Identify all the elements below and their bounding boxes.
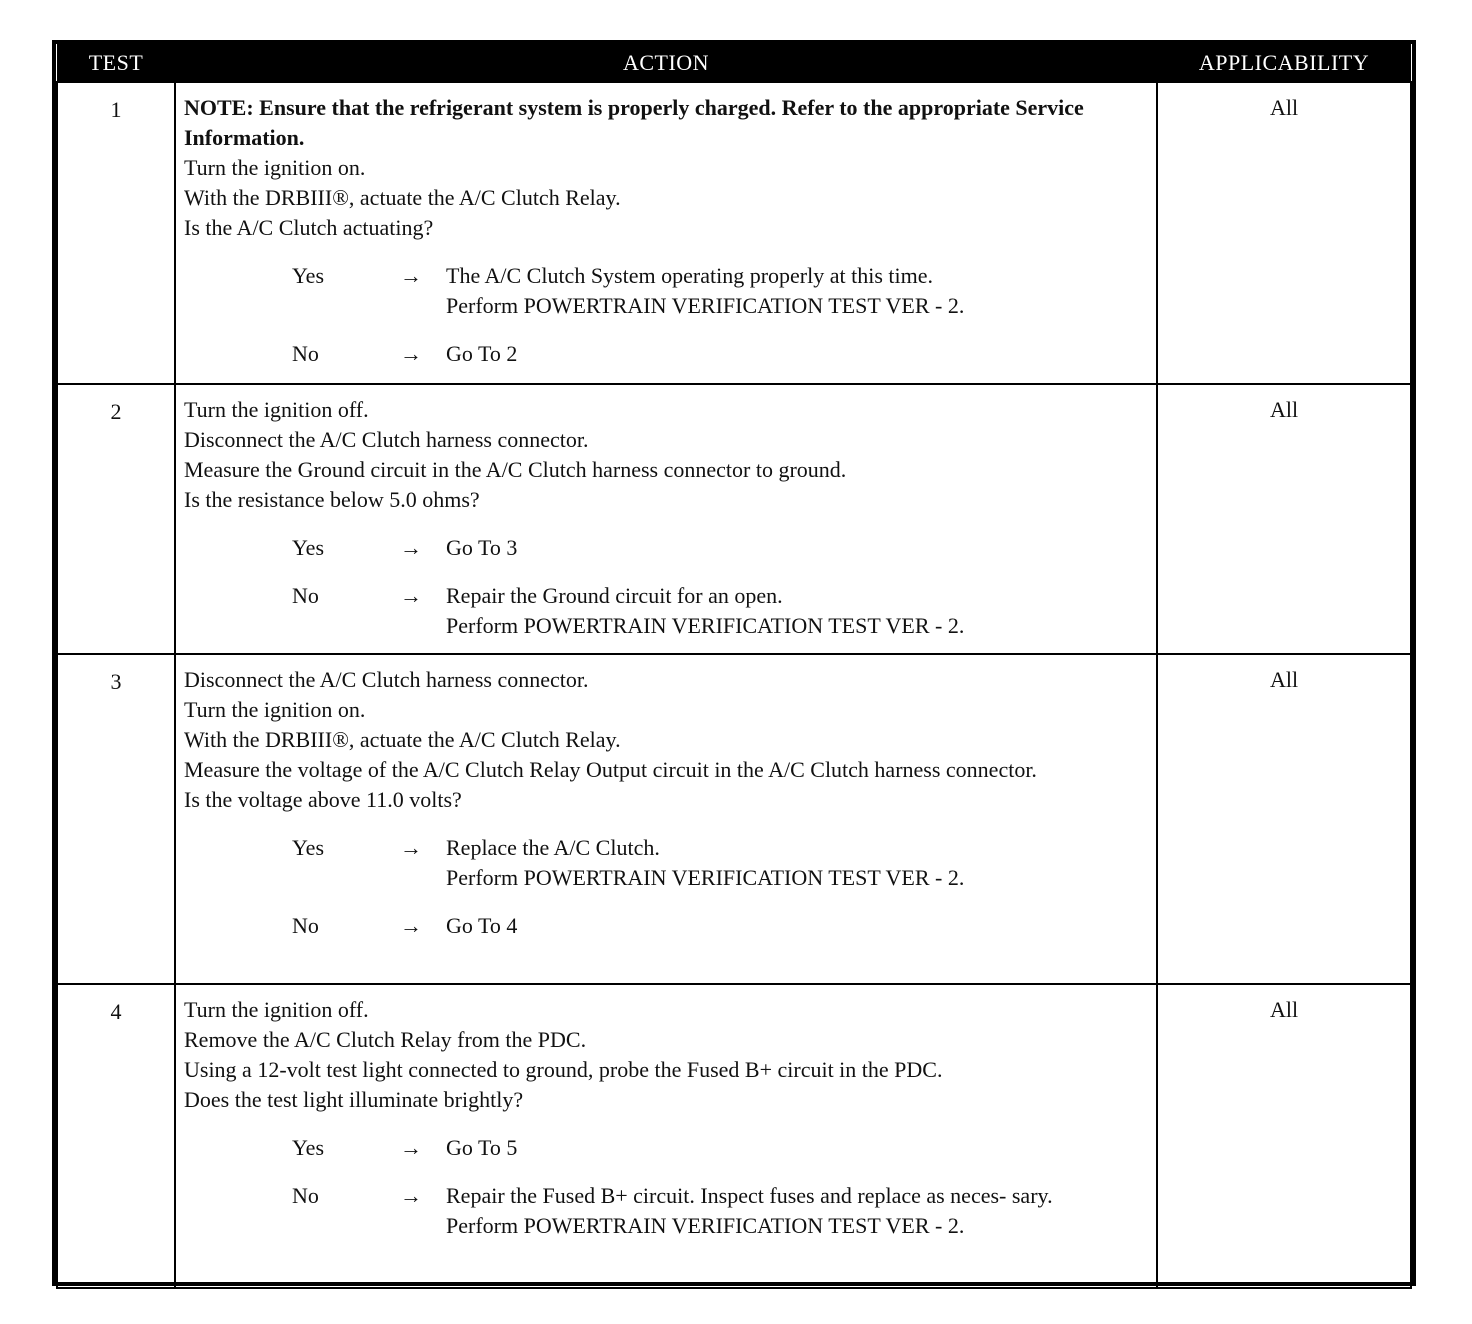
result-text: Repair the Fused B+ circuit. Inspect fuses and replace as neces- sary. (446, 1183, 1053, 1208)
header-row (57, 44, 1411, 82)
step-text: Remove the A/C Clutch Relay from the PDC. (184, 1027, 587, 1052)
step-text: Disconnect the A/C Clutch harness connector. (184, 667, 589, 692)
no-result (446, 1181, 1150, 1241)
no-label: No (292, 341, 319, 366)
action-cell (175, 82, 1157, 384)
yes-label: Yes (292, 263, 325, 288)
yes-result (446, 533, 1150, 563)
right-arrow-icon: → (400, 341, 422, 366)
yes-label: Yes (292, 1135, 325, 1160)
table-row (57, 984, 1411, 1288)
applicability-value: All (1157, 984, 1411, 1288)
right-arrow-icon: → (400, 263, 422, 288)
no-label: No (292, 1183, 319, 1208)
action-cell (175, 984, 1157, 1288)
step-text: With the DRBIII®, actuate the A/C Clutch Relay. (184, 185, 621, 210)
step-text: Measure the Ground circuit in the A/C Clutch harness connector to ground. (184, 457, 847, 482)
yes-outcome (184, 833, 1150, 893)
no-result (446, 911, 1150, 941)
result-text: Perform POWERTRAIN VERIFICATION TEST VER - 2. (446, 1213, 965, 1238)
no-result (446, 581, 1150, 641)
step-text: Disconnect the A/C Clutch harness connector. (184, 427, 589, 452)
test-number: 4 (57, 984, 175, 1288)
right-arrow-icon: → (400, 913, 422, 938)
step-text: Turn the ignition on. (184, 155, 366, 180)
yes-outcome (184, 533, 1150, 563)
yes-label: Yes (292, 535, 325, 560)
result-text: Perform POWERTRAIN VERIFICATION TEST VER - 2. (446, 293, 965, 318)
no-outcome (184, 911, 1150, 941)
step-text: Does the test light illuminate brightly? (184, 1087, 524, 1112)
yes-outcome (184, 261, 1150, 321)
yes-result (446, 261, 1150, 321)
no-label: No (292, 913, 319, 938)
result-text: The A/C Clutch System operating properly at this time. (446, 263, 933, 288)
table-row (57, 82, 1411, 384)
step-text: Turn the ignition off. (184, 997, 369, 1022)
table-row (57, 654, 1411, 984)
header-action: ACTION (175, 44, 1157, 82)
yes-result (446, 833, 1150, 893)
header-test: TEST (57, 44, 175, 82)
applicability-value: All (1157, 82, 1411, 384)
step-text: Is the resistance below 5.0 ohms? (184, 487, 480, 512)
result-text: Replace the A/C Clutch. (446, 835, 660, 860)
yes-result (446, 1133, 1150, 1163)
no-outcome (184, 339, 1150, 369)
applicability-value: All (1157, 654, 1411, 984)
result-text: Repair the Ground circuit for an open. (446, 583, 783, 608)
test-table (56, 44, 1412, 1289)
result-text: Go To 3 (446, 535, 518, 560)
result-text: Perform POWERTRAIN VERIFICATION TEST VER - 2. (446, 865, 965, 890)
right-arrow-icon: → (400, 1183, 422, 1208)
header-applicability: APPLICABILITY (1157, 44, 1411, 82)
result-text: Go To 4 (446, 913, 518, 938)
table-row (57, 384, 1411, 654)
test-number: 3 (57, 654, 175, 984)
action-cell (175, 654, 1157, 984)
yes-label: Yes (292, 835, 325, 860)
test-number: 1 (57, 82, 175, 384)
result-text: Go To 5 (446, 1135, 518, 1160)
step-text: Turn the ignition on. (184, 697, 366, 722)
right-arrow-icon: → (400, 1135, 422, 1160)
applicability-value: All (1157, 384, 1411, 654)
action-cell (175, 384, 1157, 654)
no-label: No (292, 583, 319, 608)
result-text: Perform POWERTRAIN VERIFICATION TEST VER - 2. (446, 613, 965, 638)
no-outcome (184, 1181, 1150, 1241)
step-text: Is the voltage above 11.0 volts? (184, 787, 462, 812)
step-text: Using a 12-volt test light connected to ground, probe the Fused B+ circuit in the PDC. (184, 1057, 943, 1082)
no-outcome (184, 581, 1150, 641)
note-text: NOTE: Ensure that the refrigerant system is properly charged. Refer to the appropriate Service Information. (184, 95, 1084, 150)
diagnostic-test-table (52, 40, 1416, 1286)
right-arrow-icon: → (400, 535, 422, 560)
step-text: Turn the ignition off. (184, 397, 369, 422)
test-number: 2 (57, 384, 175, 654)
step-text: Is the A/C Clutch actuating? (184, 215, 434, 240)
result-text: Go To 2 (446, 341, 518, 366)
step-text: Measure the voltage of the A/C Clutch Relay Output circuit in the A/C Clutch harness connector. (184, 757, 1037, 782)
right-arrow-icon: → (400, 583, 422, 608)
no-result (446, 339, 1150, 369)
yes-outcome (184, 1133, 1150, 1163)
step-text: With the DRBIII®, actuate the A/C Clutch Relay. (184, 727, 621, 752)
right-arrow-icon: → (400, 835, 422, 860)
